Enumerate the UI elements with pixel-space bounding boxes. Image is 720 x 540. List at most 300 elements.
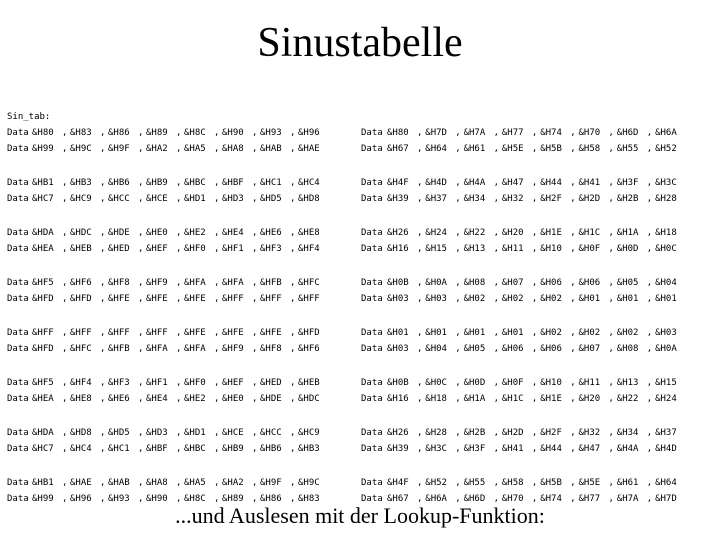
separator-comma: , (531, 344, 538, 354)
separator-comma: , (176, 244, 182, 254)
separator-comma: , (138, 228, 144, 238)
hex-value: &HAB (260, 144, 282, 154)
hex-value: &H52 (425, 478, 447, 488)
separator-comma: , (214, 194, 220, 204)
hex-value: &HDA (32, 228, 54, 238)
hex-value: &H44 (540, 178, 562, 188)
data-keyword: Data (361, 178, 383, 188)
separator-comma: , (62, 428, 68, 438)
separator-comma: , (138, 294, 144, 304)
hex-value: &HFD (32, 344, 54, 354)
separator-comma: , (138, 178, 144, 188)
separator-comma: , (608, 478, 614, 488)
separator-comma: , (138, 144, 144, 154)
separator-comma: , (570, 478, 576, 488)
hex-value: &H5B (540, 144, 562, 154)
separator-comma: , (252, 444, 258, 454)
separator-comma: , (100, 478, 106, 488)
separator-comma: , (100, 178, 106, 188)
separator-comma: , (62, 128, 68, 138)
hex-value: &H0F (501, 378, 524, 388)
hex-value: &HDC (298, 394, 320, 404)
separator-comma: , (417, 278, 423, 288)
separator-comma: , (608, 228, 614, 238)
hex-value: &H3C (425, 444, 447, 454)
separator-comma: , (214, 144, 220, 154)
separator-comma: , (290, 494, 296, 504)
separator-comma: , (290, 194, 296, 204)
hex-value: &H64 (425, 144, 447, 154)
separator-comma: , (176, 478, 182, 488)
right-data-row (361, 442, 711, 456)
hex-value: &H4F (387, 478, 409, 488)
data-keyword: Data (361, 478, 383, 488)
hex-value: &H10 (540, 244, 562, 254)
hex-value: &H2B (463, 428, 486, 438)
hex-value: &H83 (298, 494, 320, 504)
hex-value: &HD5 (108, 428, 130, 438)
hex-value: &HFE (260, 328, 282, 338)
hex-value: &H52 (655, 144, 677, 154)
hex-value: &HA2 (222, 478, 244, 488)
hex-value: &H7A (463, 128, 486, 138)
hex-value: &HC4 (298, 178, 320, 188)
separator-comma: , (62, 328, 68, 338)
separator-comma: , (455, 428, 461, 438)
separator-comma: , (531, 194, 538, 204)
hex-value: &H01 (616, 294, 639, 304)
hex-value: &HF9 (146, 278, 168, 288)
hex-value: &H4D (425, 178, 447, 188)
separator-comma: , (252, 144, 258, 154)
hex-value: &HB3 (298, 444, 320, 454)
separator-comma: , (100, 244, 106, 254)
separator-comma: , (570, 444, 576, 454)
hex-value: &HF6 (70, 278, 92, 288)
data-keyword: Data (361, 378, 383, 388)
hex-value: &HCC (108, 194, 130, 204)
hex-value: &H06 (501, 344, 524, 354)
hex-value: &HB6 (260, 444, 282, 454)
left-data-row (7, 242, 357, 256)
separator-comma: , (493, 278, 500, 288)
hex-value: &H03 (387, 294, 409, 304)
data-keyword: Data (361, 344, 383, 354)
hex-value: &HDE (260, 394, 282, 404)
hex-value: &H64 (655, 478, 677, 488)
separator-comma: , (176, 178, 182, 188)
data-keyword: Data (361, 128, 383, 138)
separator-comma: , (252, 378, 258, 388)
separator-comma: , (531, 428, 538, 438)
separator-comma: , (176, 294, 182, 304)
separator-comma: , (100, 344, 106, 354)
hex-value: &H34 (463, 194, 486, 204)
hex-value: &H13 (616, 378, 639, 388)
hex-value: &HFF (146, 328, 168, 338)
separator-comma: , (570, 178, 576, 188)
separator-comma: , (138, 278, 144, 288)
hex-value: &H24 (425, 228, 447, 238)
separator-comma: , (138, 328, 144, 338)
hex-value: &H1A (463, 394, 486, 404)
separator-comma: , (214, 428, 220, 438)
hex-value: &HC7 (32, 444, 54, 454)
hex-value: &H9C (70, 144, 92, 154)
hex-value: &HCE (146, 194, 168, 204)
separator-comma: , (138, 344, 144, 354)
separator-comma: , (417, 494, 423, 504)
hex-value: &H11 (501, 244, 524, 254)
hex-value: &HFB (108, 344, 130, 354)
hex-value: &H74 (540, 494, 562, 504)
separator-comma: , (531, 128, 538, 138)
data-keyword: Data (361, 394, 383, 404)
hex-value: &H47 (501, 178, 524, 188)
separator-comma: , (62, 244, 68, 254)
right-data-row (361, 176, 711, 190)
hex-value: &H01 (425, 328, 447, 338)
separator-comma: , (290, 478, 296, 488)
right-data-row (361, 226, 711, 240)
hex-value: &H1E (540, 394, 562, 404)
separator-comma: , (570, 428, 576, 438)
hex-value: &HF6 (298, 344, 320, 354)
separator-comma: , (531, 278, 538, 288)
separator-comma: , (138, 378, 144, 388)
data-keyword: Data (7, 128, 29, 138)
right-data-row (361, 242, 711, 256)
hex-value: &H01 (655, 294, 677, 304)
separator-comma: , (214, 478, 220, 488)
hex-value: &H93 (260, 128, 282, 138)
separator-comma: , (290, 244, 296, 254)
separator-comma: , (493, 428, 500, 438)
hex-value: &H70 (578, 128, 601, 138)
hex-value: &HFF (70, 328, 92, 338)
hex-value: &H2D (578, 194, 601, 204)
hex-value: &HA2 (146, 144, 168, 154)
separator-comma: , (493, 378, 500, 388)
hex-value: &H3F (616, 178, 639, 188)
separator-comma: , (290, 178, 296, 188)
separator-comma: , (646, 478, 653, 488)
hex-value: &H18 (425, 394, 447, 404)
separator-comma: , (252, 478, 258, 488)
separator-comma: , (214, 378, 220, 388)
hex-value: &H18 (655, 228, 677, 238)
hex-value: &H7D (425, 128, 447, 138)
separator-comma: , (176, 394, 182, 404)
hex-value: &H07 (501, 278, 524, 288)
right-data-row (361, 292, 711, 306)
separator-comma: , (290, 144, 296, 154)
hex-value: &HE4 (222, 228, 244, 238)
data-keyword: Data (7, 244, 29, 254)
separator-comma: , (455, 328, 461, 338)
separator-comma: , (214, 328, 220, 338)
hex-value: &H6A (425, 494, 447, 504)
hex-value: &H90 (222, 128, 244, 138)
hex-value: &HE0 (146, 228, 168, 238)
left-data-row (7, 192, 357, 206)
hex-value: &HF1 (146, 378, 168, 388)
right-data-row (361, 342, 711, 356)
hex-value: &H02 (578, 328, 601, 338)
hex-value: &HEF (222, 378, 244, 388)
hex-value: &H15 (425, 244, 447, 254)
hex-value: &H99 (32, 494, 54, 504)
hex-value: &H07 (578, 344, 601, 354)
separator-comma: , (417, 228, 423, 238)
hex-value: &H01 (501, 328, 524, 338)
hex-value: &HAE (70, 478, 92, 488)
hex-value: &H06 (578, 278, 601, 288)
hex-value: &HB9 (222, 444, 244, 454)
hex-value: &H02 (540, 294, 562, 304)
hex-value: &H22 (463, 228, 486, 238)
separator-comma: , (608, 494, 614, 504)
hex-value: &H89 (222, 494, 244, 504)
hex-value: &HFF (298, 294, 320, 304)
hex-value: &H3F (463, 444, 486, 454)
hex-value: &H41 (501, 444, 524, 454)
separator-comma: , (570, 494, 576, 504)
separator-comma: , (176, 444, 182, 454)
hex-value: &H58 (578, 144, 601, 154)
separator-comma: , (608, 328, 614, 338)
separator-comma: , (493, 344, 500, 354)
left-data-row (7, 426, 357, 440)
hex-value: &HE8 (298, 228, 320, 238)
separator-comma: , (608, 128, 614, 138)
hex-value: &HE8 (70, 394, 92, 404)
hex-value: &H20 (501, 228, 524, 238)
separator-comma: , (417, 344, 423, 354)
hex-value: &HFE (108, 294, 130, 304)
hex-value: &HF8 (260, 344, 282, 354)
right-data-row (361, 476, 711, 490)
hex-value: &H9F (108, 144, 130, 154)
hex-value: &H1C (501, 394, 524, 404)
hex-value: &HCC (260, 428, 282, 438)
left-data-row (7, 142, 357, 156)
separator-comma: , (417, 378, 423, 388)
separator-comma: , (455, 378, 461, 388)
hex-value: &HFE (184, 294, 206, 304)
separator-comma: , (493, 444, 500, 454)
separator-comma: , (62, 228, 68, 238)
hex-value: &H2F (540, 428, 562, 438)
hex-value: &HF4 (298, 244, 320, 254)
data-keyword: Data (7, 428, 29, 438)
hex-value: &H16 (387, 394, 409, 404)
data-keyword: Data (361, 228, 383, 238)
separator-comma: , (417, 478, 423, 488)
separator-comma: , (100, 328, 106, 338)
hex-value: &H80 (32, 128, 54, 138)
hex-value: &HAE (298, 144, 320, 154)
separator-comma: , (252, 178, 258, 188)
hex-value: &H0D (463, 378, 486, 388)
separator-comma: , (570, 394, 576, 404)
hex-value: &H55 (616, 144, 639, 154)
hex-value: &H93 (108, 494, 130, 504)
hex-value: &H77 (578, 494, 601, 504)
hex-value: &H3C (655, 178, 677, 188)
separator-comma: , (455, 278, 461, 288)
separator-comma: , (62, 278, 68, 288)
hex-value: &H02 (463, 294, 486, 304)
separator-comma: , (608, 428, 614, 438)
separator-comma: , (417, 328, 423, 338)
separator-comma: , (100, 194, 106, 204)
hex-value: &HE6 (108, 394, 130, 404)
separator-comma: , (646, 194, 653, 204)
separator-comma: , (252, 244, 258, 254)
separator-comma: , (138, 394, 144, 404)
hex-value: &H02 (540, 328, 562, 338)
hex-value: &HD3 (146, 428, 168, 438)
hex-value: &HFC (298, 278, 320, 288)
separator-comma: , (570, 144, 576, 154)
hex-value: &H06 (540, 344, 562, 354)
hex-value: &H4A (463, 178, 486, 188)
hex-value: &H8C (184, 494, 206, 504)
hex-value: &HD3 (222, 194, 244, 204)
hex-value: &HBF (146, 444, 168, 454)
separator-comma: , (646, 378, 653, 388)
hex-value: &H55 (463, 478, 486, 488)
hex-value: &H2D (501, 428, 524, 438)
hex-value: &H96 (298, 128, 320, 138)
separator-comma: , (176, 328, 182, 338)
hex-value: &HF4 (70, 378, 92, 388)
hex-value: &H26 (387, 228, 409, 238)
hex-value: &H4F (387, 178, 409, 188)
hex-value: &H24 (655, 394, 677, 404)
separator-comma: , (455, 128, 461, 138)
separator-comma: , (455, 228, 461, 238)
separator-comma: , (608, 194, 614, 204)
separator-comma: , (176, 128, 182, 138)
hex-value: &H39 (387, 444, 409, 454)
hex-value: &H04 (655, 278, 677, 288)
hex-value: &HEF (146, 244, 168, 254)
hex-value: &HEA (32, 244, 54, 254)
separator-comma: , (138, 444, 144, 454)
hex-value: &H08 (616, 344, 639, 354)
hex-value: &H05 (616, 278, 639, 288)
separator-comma: , (531, 444, 538, 454)
separator-comma: , (214, 244, 220, 254)
hex-value: &HF5 (32, 378, 54, 388)
separator-comma: , (493, 144, 500, 154)
hex-value: &HA8 (146, 478, 168, 488)
hex-value: &HDC (70, 228, 92, 238)
hex-value: &HB3 (70, 178, 92, 188)
separator-comma: , (570, 228, 576, 238)
hex-value: &H80 (387, 128, 409, 138)
separator-comma: , (176, 228, 182, 238)
hex-value: &H06 (540, 278, 562, 288)
separator-comma: , (455, 478, 461, 488)
right-data-row (361, 192, 711, 206)
separator-comma: , (531, 394, 538, 404)
hex-value: &H83 (70, 128, 92, 138)
page-title: Sinustabelle (257, 20, 463, 66)
separator-comma: , (531, 378, 538, 388)
separator-comma: , (138, 128, 144, 138)
separator-comma: , (493, 328, 500, 338)
separator-comma: , (252, 494, 258, 504)
hex-value: &HB1 (32, 178, 54, 188)
separator-comma: , (252, 228, 258, 238)
separator-comma: , (570, 244, 576, 254)
hex-value: &H32 (578, 428, 601, 438)
separator-comma: , (214, 344, 220, 354)
separator-comma: , (531, 228, 538, 238)
hex-value: &H04 (425, 344, 447, 354)
data-keyword: Data (361, 444, 383, 454)
separator-comma: , (100, 444, 106, 454)
hex-value: &H05 (463, 344, 486, 354)
hex-value: &H1C (578, 228, 601, 238)
separator-comma: , (455, 194, 461, 204)
hex-value: &H89 (146, 128, 168, 138)
hex-value: &H28 (655, 194, 677, 204)
separator-comma: , (646, 128, 653, 138)
hex-value: &HE6 (260, 228, 282, 238)
hex-value: &HFD (70, 294, 92, 304)
separator-comma: , (100, 378, 106, 388)
data-keyword: Data (7, 178, 29, 188)
hex-value: &HFA (222, 278, 244, 288)
hex-value: &HE2 (184, 228, 206, 238)
right-data-row (361, 276, 711, 290)
hex-value: &H77 (501, 128, 524, 138)
separator-comma: , (570, 328, 576, 338)
left-data-row (7, 176, 357, 190)
hex-value: &HE2 (184, 394, 206, 404)
hex-value: &HFF (222, 294, 244, 304)
hex-value: &H67 (387, 494, 409, 504)
hex-value: &HE0 (222, 394, 244, 404)
hex-value: &H0C (425, 378, 447, 388)
hex-value: &H26 (387, 428, 409, 438)
separator-comma: , (290, 294, 296, 304)
hex-value: &H37 (655, 428, 677, 438)
separator-comma: , (646, 144, 653, 154)
hex-value: &HDA (32, 428, 54, 438)
separator-comma: , (100, 294, 106, 304)
hex-value: &H96 (70, 494, 92, 504)
separator-comma: , (100, 144, 106, 154)
separator-comma: , (214, 278, 220, 288)
separator-comma: , (493, 178, 500, 188)
data-keyword: Data (361, 428, 383, 438)
hex-value: &H9C (298, 478, 320, 488)
data-keyword: Data (7, 494, 29, 504)
hex-value: &HED (108, 244, 130, 254)
separator-comma: , (290, 378, 296, 388)
hex-value: &HA8 (222, 144, 244, 154)
hex-value: &H37 (425, 194, 447, 204)
hex-value: &H2F (540, 194, 562, 204)
separator-comma: , (417, 394, 423, 404)
hex-value: &HD5 (260, 194, 282, 204)
left-data-row (7, 126, 357, 140)
